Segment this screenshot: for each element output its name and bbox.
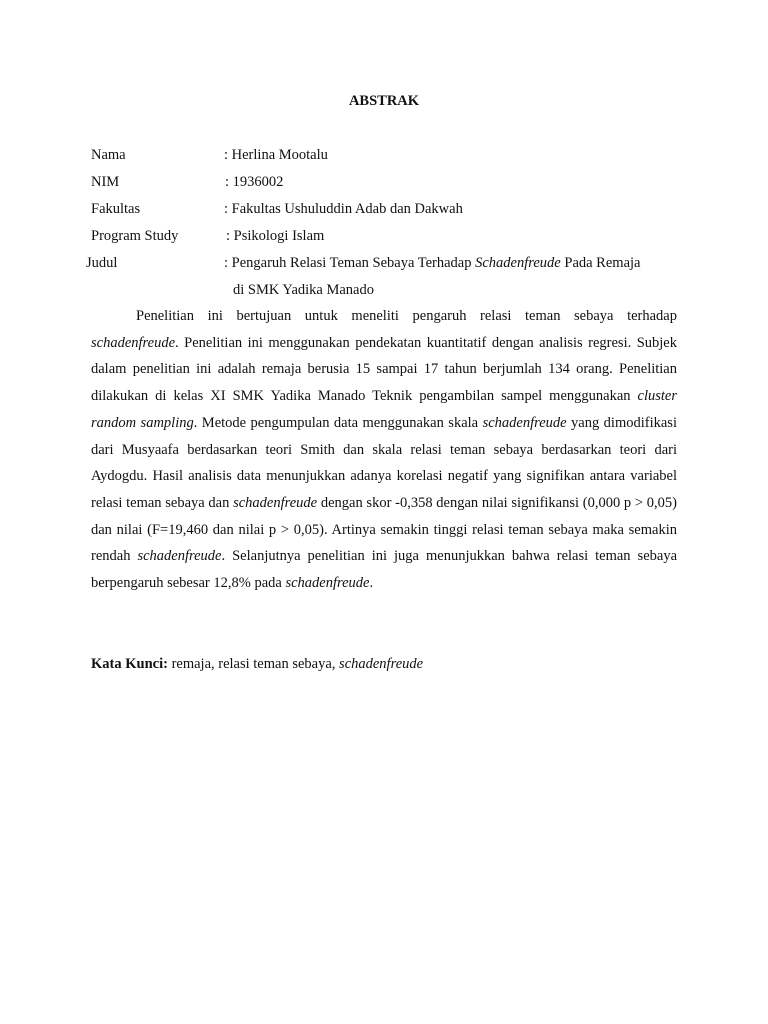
meta-value-nim: : 1936002 — [225, 174, 284, 190]
abstract-text: dengan skor -0,358 dengan nilai signifikansi (0,000 p > 0,05) dan nilai (F=19,460 dan nilai p > 0,05). Artinya semakin tinggi relasi teman sebaya maka semakin rendah — [91, 494, 677, 565]
abstract-text: . — [369, 575, 374, 592]
judul-text-line2: di SMK Yadika Manado — [233, 282, 374, 298]
keywords-label: Kata Kunci: — [91, 656, 168, 672]
meta-row-nim — [0, 172, 768, 192]
abstract-paragraph — [91, 303, 677, 597]
meta-label-judul: Judul — [86, 255, 118, 271]
judul-text-before: : Pengaruh Relasi Teman Sebaya Terhadap — [224, 255, 476, 271]
abstract-text: . Penelitian ini menggunakan pendekatan kuantitatif dengan analisis regresi. Subjek dalam penelitian ini adalah remaja berusia 15 sampai 17 tahun berjumlah 134 orang. Penelitian dilakukan di kelas XI SMK Yadika Manado Teknik pengambilan sampel menggunakan — [91, 334, 677, 405]
meta-value-nama: : Herlina Mootalu — [224, 147, 328, 163]
meta-row-judul — [0, 253, 768, 273]
abstract-text: yang dimodifikasi dari Musyaafa berdasarkan teori Smith dan skala relasi teman sebaya berdasarkan teori dari Aydogdu. Hasil analisis data menunjukkan adanya korelasi negatif yang signifikan antara variabel relasi teman sebaya dan — [91, 414, 677, 511]
meta-label-program-study: Program Study — [91, 228, 179, 244]
meta-row-judul-line2 — [0, 280, 768, 300]
abstract-text: . Selanjutnya penelitian ini juga menunjukkan bahwa relasi teman sebaya berpengaruh sebesar 12,8% pada — [91, 548, 678, 592]
meta-row-fakultas — [0, 199, 768, 219]
keywords-italic: schadenfreude — [339, 656, 424, 672]
abstract-italic-term: schadenfreude — [137, 548, 222, 565]
meta-value-program-study: : Psikologi Islam — [226, 228, 325, 244]
meta-label-nama: Nama — [91, 147, 126, 163]
keywords-line — [91, 654, 423, 674]
meta-value-fakultas: : Fakultas Ushuluddin Adab dan Dakwah — [224, 201, 463, 217]
abstract-italic-term: schadenfreude — [482, 414, 567, 431]
meta-label-fakultas: Fakultas — [91, 201, 141, 217]
abstract-italic-term: schadenfreude — [285, 575, 370, 592]
meta-row-nama — [0, 145, 768, 165]
abstract-italic-term: schadenfreude — [233, 494, 318, 511]
meta-label-nim: NIM — [91, 174, 120, 190]
page-title: ABSTRAK — [348, 93, 420, 109]
keywords-text: remaja, relasi teman sebaya, — [167, 656, 340, 672]
meta-row-program-study — [0, 226, 768, 246]
abstract-text: . Metode pengumpulan data menggunakan skala — [193, 414, 483, 431]
judul-text-after: Pada Remaja — [560, 255, 641, 271]
abstract-body — [91, 303, 677, 597]
abstract-text: Penelitian ini bertujuan untuk meneliti pengaruh relasi teman sebaya terhadap — [136, 308, 677, 324]
abstract-italic-term: schadenfreude — [91, 334, 176, 351]
meta-value-judul — [224, 253, 640, 273]
judul-text-italic: Schadenfreude — [475, 255, 561, 271]
abstract-italic-term: cluster random sampling — [91, 388, 677, 431]
